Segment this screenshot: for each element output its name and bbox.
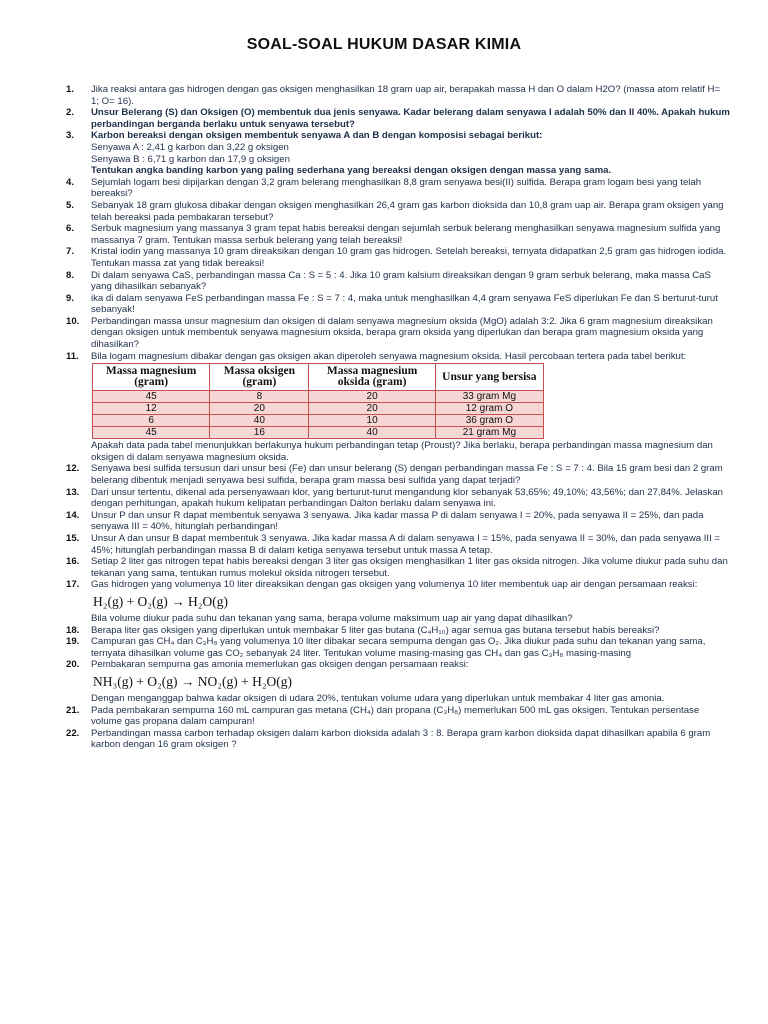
question-text: Unsur A dan unsur B dapat membentuk 3 senyawa. Jika kadar massa A di dalam senyawa I = 15%, pada senyawa II = 30%, dan pada senyawa III = 45%; hitunglah perbandingan massa B di dalam ketiga senyawa tersebut untuk massa A tetap.: [91, 533, 721, 556]
experiment-table: [92, 363, 544, 439]
table-cell: 45: [93, 427, 210, 439]
question-item: [66, 293, 730, 316]
table-row: [93, 427, 544, 439]
reaction-equation: H₂(g) + O₂(g) → H₂O(g): [93, 593, 228, 609]
question-text: Karbon bereaksi dengan oksigen membentuk senyawa A dan B dengan komposisi sebagai berikut:: [91, 130, 543, 142]
question-item: [66, 270, 730, 293]
question-text: ika di dalam senyawa FeS perbandingan massa Fe : S = 7 : 4, maka untuk menghasilkan 4,4 gram senyawa FeS diperlukan Fe dan S berturut-turut sebanyak!: [91, 292, 718, 316]
question-line: Senyawa B : 6,71 g karbon dan 17,9 g oksigen: [91, 153, 290, 165]
question-number: 14.: [66, 509, 80, 521]
table-cell: 21 gram Mg: [435, 427, 543, 439]
question-text: Serbuk magnesium yang massanya 3 gram tepat habis bereaksi dengan sejumlah serbuk belerang menghasilkan senyawa magnesium sulfida yang massanya 7 gram. Tentukan massa serbuk belerang yang telah bereaksi!: [91, 223, 721, 246]
table-cell: 6: [93, 415, 210, 427]
table-cell: 40: [210, 415, 309, 427]
question-number: 9.: [66, 292, 75, 304]
question-text: Dari unsur tertentu, dikenal ada persenyawaan klor, yang berturut-turut mengandung klor sebanyak 53,65%; 49,10%; 43,56%; dan 27,84%. Jelaskan dengan perhitungan, apakah hukum kelipatan perbandingan Dalton berlaku dalam senyawa ini.: [91, 486, 723, 510]
question-item: [66, 659, 730, 704]
question-text: Unsur Belerang (S) dan Oksigen (O) membentuk dua jenis senyawa. Kadar belerang dalam senyawa I adalah 50% dan II 40%. Apakah hukum perbandingan berganda berlaku untuk senyawa tersebut?: [91, 107, 730, 130]
question-text: Bila logam magnesium dibakar dengan gas oksigen akan diperoleh senyawa magnesium oksida. Hasil percobaan tertera pada tabel berikut:: [91, 350, 687, 362]
question-item: [66, 533, 730, 556]
question-text: Pembakaran sempurna gas amonia memerlukan gas oksigen dengan persamaan reaksi:: [91, 659, 469, 671]
question-text: Campuran gas CH₄ dan C₃H₈ yang volumenya 10 liter dibakar secara sempurna dengan gas O₂. Jika diukur pada suhu dan tekanan yang sama, ternyata dihasilkan volume gas CO₂ sebanyak 24 liter. Tentukan volume masing-masing gas CH₄ dan gas C₃H₈ masing-masing: [91, 636, 706, 659]
question-item: [66, 200, 730, 223]
question-line: Tentukan angka banding karbon yang paling sederhana yang bereaksi dengan oksigen dengan massa yang sama.: [91, 165, 612, 177]
table-cell: 20: [210, 403, 309, 415]
question-item: [66, 636, 730, 659]
question-item: [66, 510, 730, 533]
question-text: Senyawa besi sulfida tersusun dari unsur besi (Fe) dan unsur belerang (S) dengan perbandingan massa Fe : S = 7 : 4. Bila 15 gram besi dan 2 gram belerang dibentuk menjadi senyawa besi sulfida, berapa gram massa besi sulfida yang dapat terjadi?: [91, 463, 723, 487]
question-number: 4.: [66, 176, 75, 188]
question-text: Perbandingan massa unsur magnesium dan oksigen di dalam senyawa magnesium oksida (MgO) adalah 3:2. Jika 6 gram magnesium direaksikan dengan oksigen untuk membentuk senyawa magnesium oksida, berapa gram oksida yang diperlukan dan berapa gram magnesium oksida yang dihasilkan?: [91, 315, 713, 351]
question-number: 1.: [66, 84, 75, 95]
question-item: [66, 556, 730, 579]
question-followup: Apakah data pada tabel menunjukkan berlakunya hukum perbandingan tetap (Proust)? Jika berlaku, berapa perbandingan massa magnesium dan oksigen di dalam senyawa magnesium oksida.: [91, 440, 713, 463]
question-number: 3.: [66, 130, 75, 142]
question-followup: Dengan menganggap bahwa kadar oksigen di udara 20%, tentukan volume udara yang diperlukan untuk membakar 4 liter gas amonia.: [91, 692, 665, 704]
table-header: Massa magnesium oksida (gram): [309, 364, 435, 391]
table-cell: 12: [93, 403, 210, 415]
reaction-equation: NH₃(g) + O₂(g) → NO₂(g) + H₂O(g): [93, 673, 293, 689]
table-row: [93, 403, 544, 415]
question-number: 2.: [66, 107, 75, 119]
question-number: 8.: [66, 269, 75, 281]
question-number: 15.: [66, 533, 80, 544]
table-header: Unsur yang bersisa: [435, 364, 543, 391]
question-number: 21.: [66, 704, 80, 716]
question-number: 16.: [66, 556, 80, 568]
table-cell: 45: [93, 391, 210, 403]
question-item: [66, 463, 730, 486]
table-cell: 33 gram Mg: [435, 391, 543, 403]
question-item: [66, 107, 730, 130]
question-number: 19.: [66, 636, 80, 648]
question-number: 17.: [66, 579, 80, 591]
question-text: Perbandingan massa carbon terhadap oksigen dalam karbon dioksida adalah 3 : 8. Berapa gram karbon dioksida dapat dihasilkan apabila 6 gram karbon dengan 16 gram oksigen ?: [91, 727, 711, 751]
question-text: Sebanyak 18 gram glukosa dibakar dengan oksigen menghasilkan 26,4 gram gas karbon dioksida dan 10,8 gram uap air. Berapa gram oksigen yang telah bereaksi pada pembakaran tersebut?: [91, 199, 724, 223]
table-cell: 12 gram O: [435, 403, 543, 415]
question-number: 12.: [66, 463, 80, 475]
question-item: [66, 351, 730, 464]
question-text: Unsur P dan unsur R dapat membentuk senyawa 3 senyawa. Jika kadar massa P di dalam senyawa I = 20%, pada senyawa II = 25%, dan pada senyawa III = 40%, hitunglah perbandingan!: [91, 509, 704, 533]
question-text: Berapa liter gas oksigen yang diperlukan untuk membakar 5 liter gas butana (C₄H₁₀) agar semua gas butana tersebut habis bereaksi?: [91, 624, 660, 636]
question-number: 6.: [66, 223, 75, 235]
question-number: 13.: [66, 486, 80, 498]
question-line: Senyawa A : 2,41 g karbon dan 3,22 g oksigen: [91, 141, 289, 153]
table-cell: 8: [210, 391, 309, 403]
question-item: [66, 223, 730, 246]
table-header: Massa oksigen (gram): [210, 364, 309, 391]
table-header-row: [93, 364, 544, 391]
question-item: [66, 487, 730, 510]
question-text: Gas hidrogen yang volumenya 10 liter direaksikan dengan gas oksigen yang volumenya 10 liter membentuk uap air dengan persamaan reaksi:: [91, 579, 698, 591]
question-text: Di dalam senyawa CaS, perbandingan massa Ca : S = 5 : 4. Jika 10 gram kalsium direaksikan dengan 9 gram serbuk belerang, maka massa CaS yang dihasilkan sebanyak?: [91, 269, 711, 293]
question-item: [66, 316, 730, 351]
question-item: [66, 579, 730, 624]
question-number: 20.: [66, 659, 80, 671]
table-cell: 10: [309, 415, 435, 427]
table-row: [93, 391, 544, 403]
question-list: [66, 84, 730, 751]
table-cell: 36 gram O: [435, 415, 543, 427]
question-item: [66, 705, 730, 728]
question-item: [66, 130, 730, 176]
question-number: 18.: [66, 624, 80, 636]
question-number: 5.: [66, 199, 75, 211]
question-number: 10.: [66, 315, 80, 327]
page-title: SOAL-SOAL HUKUM DASAR KIMIA: [246, 36, 522, 53]
question-number: 11.: [66, 350, 79, 362]
question-number: 22.: [66, 727, 80, 739]
question-text: Kristal iodin yang massanya 10 gram direaksikan dengan 10 gram gas hidrogen. Setelah bereaksi, ternyata didapatkan 2,5 gram gas hidrogen iodida. Tentukan massa zat yang tidak bereaksi!: [91, 246, 727, 269]
table-cell: 20: [309, 391, 435, 403]
table-cell: 20: [309, 403, 435, 415]
table-header: Massa magnesium (gram): [93, 364, 210, 391]
question-text: Pada pembakaran sempurna 160 mL campuran gas metana (CH₄) dan propana (C₃H₈) memerlukan 500 mL gas oksigen. Tentukan persentase volume gas propana dalam campuran!: [91, 704, 700, 728]
question-item: [66, 84, 730, 107]
question-item: [66, 625, 730, 637]
question-text: Jika reaksi antara gas hidrogen dengan gas oksigen menghasilkan 18 gram uap air, berapakah massa H dan O dalam H2O? (massa atom relatif H= 1; O= 16).: [91, 84, 721, 107]
question-number: 7.: [66, 246, 75, 258]
question-item: [66, 177, 730, 200]
table-cell: 40: [309, 427, 435, 439]
question-followup: Bila volume diukur pada suhu dan tekanan yang sama, berapa volume maksimum uap air yang dapat dihasilkan?: [91, 612, 573, 624]
table-row: [93, 415, 544, 427]
question-text: Sejumlah logam besi dipijarkan dengan 3,2 gram belerang menghasilkan 8,8 gram senyawa besi(II) sulfida. Berapa gram logam besi yang telah bereaksi?: [91, 176, 702, 200]
question-item: [66, 246, 730, 269]
question-item: [66, 728, 730, 751]
question-text: Setiap 2 liter gas nitrogen tepat habis bereaksi dengan 3 liter gas oksigen menghasilkan 1 liter gas oksida nitrogen. Jika volume diukur pada suhu dan tekanan yang sama, tentukan rumus molekul oksida nitrogen tersebut.: [91, 556, 728, 579]
table-cell: 16: [210, 427, 309, 439]
